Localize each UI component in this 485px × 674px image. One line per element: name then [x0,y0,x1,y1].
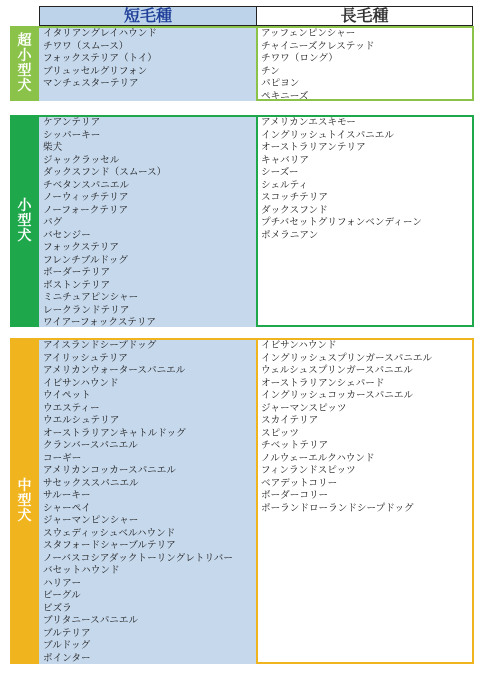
breed-item: サセックススパニエル [43,477,139,489]
breed-item: ビーグル [43,590,81,601]
breed-item: ウエスティー [43,402,100,414]
breed-item: シッパーキー [43,129,101,141]
breed-item: スカイテリア [261,415,319,426]
breed-item: ベアデットコリー [261,477,338,489]
breed-item: ノーバスコシアダックトーリングレトリバー [43,552,233,564]
super-small-tier-label: 超 小 型 犬 [17,32,32,94]
breed-item: ハリアー [43,577,82,589]
breed-item: ブリタニースパニエル [43,615,139,626]
small-long-hair-frame [256,115,474,327]
breed-item: イタリアングレイハウンド [43,28,157,39]
breed-item: アッフェンピンシャー [261,28,356,39]
breed-item: ペキニーズ [261,90,309,99]
breed-item: イングリッシュトイスパニエル [261,129,394,141]
breed-item: イビサンハウンド [43,377,119,389]
breed-item: ウェルシュスプリンガースパニエル [261,365,413,376]
breed-item: チン [261,65,280,77]
breed-item: ボーダーテリア [43,267,111,278]
super-small-tier-band [10,26,39,101]
breed-item: パピヨン [261,78,300,89]
breed-item: ワイアーフォックステリア [43,317,157,327]
breed-item: ジャックラッセル [43,154,120,166]
breed-item: ブルテリア [43,627,91,639]
breed-item: フレンチブルドッグ [43,254,128,266]
long-hair-header: 長毛種 [256,6,473,26]
medium-tier-label: 中 型 犬 [17,477,32,524]
breed-item: シャーペイ [43,502,91,514]
short-hair-header: 短毛種 [39,6,257,26]
breed-item: イングリッシュコッカースパニエル [261,390,414,401]
breed-item: ノーウィッチテリア [43,192,129,203]
breed-item: マンチェスターテリア [43,78,139,89]
breed-item: ブリュッセルグリフォン [43,65,148,77]
breed-item: 柴犬 [43,142,63,153]
medium-tier-band [10,338,39,664]
breed-item: スコッチテリア [261,192,328,203]
breed-item: ダックスフンド（スムース） [43,167,167,178]
breed-item: ポインター [43,652,91,664]
breed-item: ウイペット [43,390,91,401]
breed-item: サルーキー [43,490,91,501]
breed-item: フィンランドスピッツ [261,465,356,476]
breed-item: ミニチュアピンシャー [43,292,139,303]
breed-item: スウェディッシュベルハウンド [43,527,176,539]
breed-item: チャイニーズクレステッド [261,40,375,52]
medium-long-hair-frame [256,338,474,664]
breed-item: ノーフォークテリア [43,204,129,216]
breed-item: ノルウェーエルクハウンド [261,452,375,464]
breed-item: フォックステリア [43,242,119,253]
super-small-long-hair-frame [256,26,474,101]
breed-item: アメリカンコッカースパニエル [43,465,176,476]
breed-item: イングリッシュスプリンガースパニエル [261,352,433,364]
breed-item: ウエルシュテリア [43,415,120,426]
breed-item: アイリッシュテリア [43,352,128,364]
breed-item: スタフォードシャーブルテリア [43,540,176,551]
breed-item: バセットハウンド [43,565,120,576]
breed-item: オーストラリアンシェパード [261,377,385,389]
breed-item: ポメラニアン [261,229,319,241]
breed-item: アメリカンエスキモー [261,117,356,128]
small-tier-band [10,115,39,327]
medium-short-hair-column [39,340,257,664]
breed-item: アイスランドシープドッグ [43,340,157,351]
breed-item: コーギー [43,452,82,464]
breed-item: チベットテリア [261,440,329,451]
breed-item: アメリカンウォータースパニエル [43,365,186,376]
breed-item: フォックステリア（トイ） [43,53,157,64]
breed-item: ジャーマンピンシャー [43,515,139,526]
breed-item: チベタンスパニエル [43,179,130,191]
breed-item: レークランドテリア [43,304,130,316]
breed-item: ケアンテリア [43,117,101,128]
breed-item: クランバースパニエル [43,440,138,451]
breed-item: ボストンテリア [43,279,111,291]
breed-item: ダックスフンド [261,204,328,216]
breed-item: プチバセットグリフォンベンディーン [261,217,422,228]
breed-item: ポーランドローランドシープドッグ [261,502,414,514]
breed-item: ジャーマンスピッツ [261,402,347,414]
small-tier-label: 小 型 犬 [17,197,32,244]
breed-item: スピッツ [261,427,299,439]
breed-item: イビサンハウンド [261,340,337,351]
breed-item: ビズラ [43,602,72,614]
super-small-short-hair-column [39,28,257,101]
breed-item: オーストラリアンテリア [261,142,366,153]
breed-item: シーズー [261,167,299,178]
breed-item: シェルティ [261,179,309,191]
breed-item: ボーダーコリー [261,490,329,501]
breed-item: パグ [43,217,63,228]
breed-item: チワワ（ロング） [261,53,338,64]
breed-item: ブルドッグ [43,640,91,651]
breed-item: キャバリア [261,154,309,166]
breed-item: オーストラリアンキャトルドッグ [43,427,186,439]
breed-item: チワワ（スムース） [43,40,129,52]
breed-item: バセンジー [43,229,91,241]
small-short-hair-column [39,117,257,327]
